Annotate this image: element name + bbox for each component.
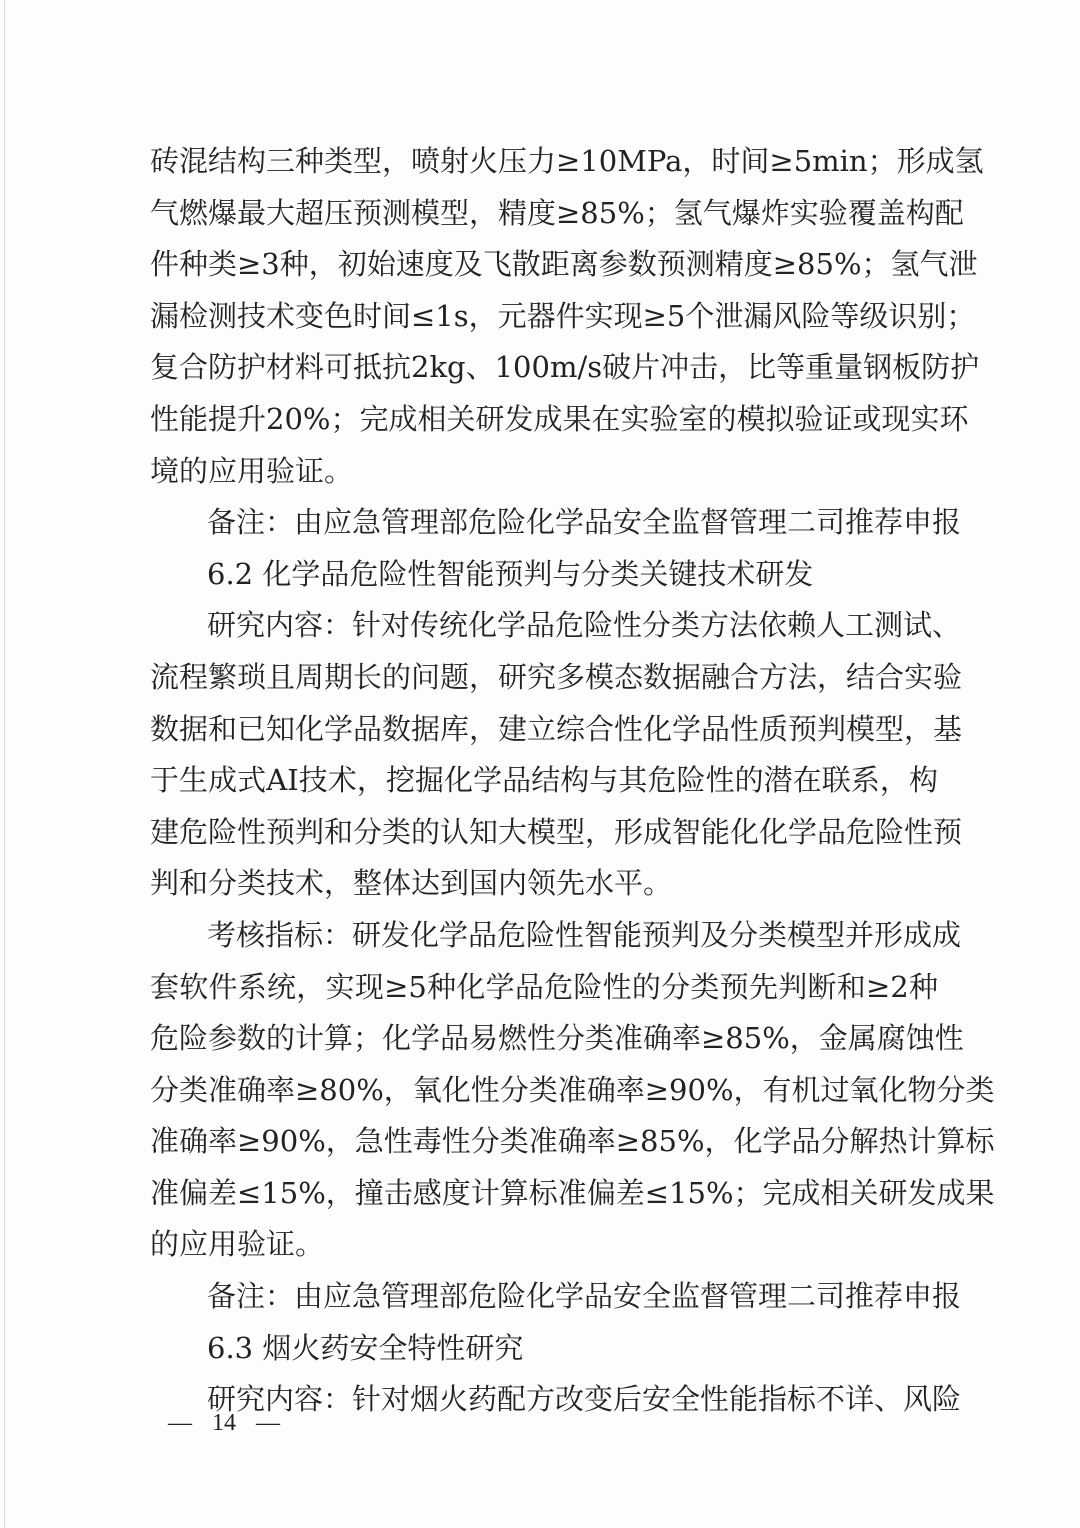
- paragraph-line: 砖混结构三种类型，喷射火压力≥10MPa，时间≥5min；形成氢: [150, 144, 984, 178]
- paragraph-line: 漏检测技术变色时间≤1s，元器件实现≥5个泄漏风险等级识别；: [150, 298, 976, 333]
- paragraph-line: 危险参数的计算；化学品易燃性分类准确率≥85%，金属腐蚀性: [150, 1021, 964, 1056]
- paragraph-line: 境的应用验证。: [150, 453, 354, 488]
- paragraph-line: 于生成式AI技术，挖掘化学品结构与其危险性的潜在联系，构: [150, 763, 938, 798]
- paragraph-line: 流程繁琐且周期长的问题，研究多模态数据融合方法，结合实验: [150, 659, 963, 694]
- paragraph-line: 研究内容：针对烟火药配方改变后安全性能指标不详、风险: [207, 1382, 962, 1417]
- paragraph-line: 套软件系统，实现≥5种化学品危险性的分类预先判断和≥2种: [150, 969, 938, 1004]
- paragraph-line: 气燃爆最大超压预测模型，精度≥85%；氢气爆炸实验覆盖构配: [150, 195, 964, 230]
- scan-edge: [4, 0, 5, 1528]
- page-number: — 14 —: [168, 1410, 280, 1436]
- paragraph-line: 件种类≥3种，初始速度及飞散距离参数预测精度≥85%；氢气泄: [150, 247, 978, 282]
- document-body: [150, 136, 995, 1426]
- remark-line: 备注：由应急管理部危险化学品安全监督管理二司推荐申报: [207, 1279, 962, 1314]
- paragraph-line: 判和分类技术，整体达到国内领先水平。: [150, 866, 673, 901]
- paragraph-line: 准偏差≤15%，撞击感度计算标准偏差≤15%；完成相关研发成果: [150, 1175, 995, 1210]
- remark-line: 备注：由应急管理部危险化学品安全监督管理二司推荐申报: [207, 505, 962, 540]
- paragraph-line: 数据和已知化学品数据库，建立综合性化学品性质预判模型，基: [150, 711, 963, 746]
- paragraph-line: 建危险性预判和分类的认知大模型，形成智能化化学品危险性预: [150, 814, 963, 849]
- paragraph-line: 性能提升20%；完成相关研发成果在实验室的模拟验证或现实环: [150, 401, 969, 436]
- paragraph-line: 复合防护材料可抵抗2kg、100m/s破片冲击，比等重量钢板防护: [150, 350, 980, 385]
- section-heading-6-3: 6.3 烟火药安全特性研究: [207, 1330, 524, 1365]
- paragraph-line: 准确率≥90%，急性毒性分类准确率≥85%，化学品分解热计算标: [150, 1124, 995, 1159]
- section-heading-6-2: 6.2 化学品危险性智能预判与分类关键技术研发: [207, 556, 814, 591]
- paragraph-line: 分类准确率≥80%，氧化性分类准确率≥90%，有机过氧化物分类: [150, 1072, 995, 1107]
- paragraph-line: 研究内容：针对传统化学品危险性分类方法依赖人工测试、: [207, 608, 962, 643]
- paragraph-line: 考核指标：研发化学品危险性智能预判及分类模型并形成成: [207, 917, 962, 952]
- paragraph-line: 的应用验证。: [150, 1227, 325, 1262]
